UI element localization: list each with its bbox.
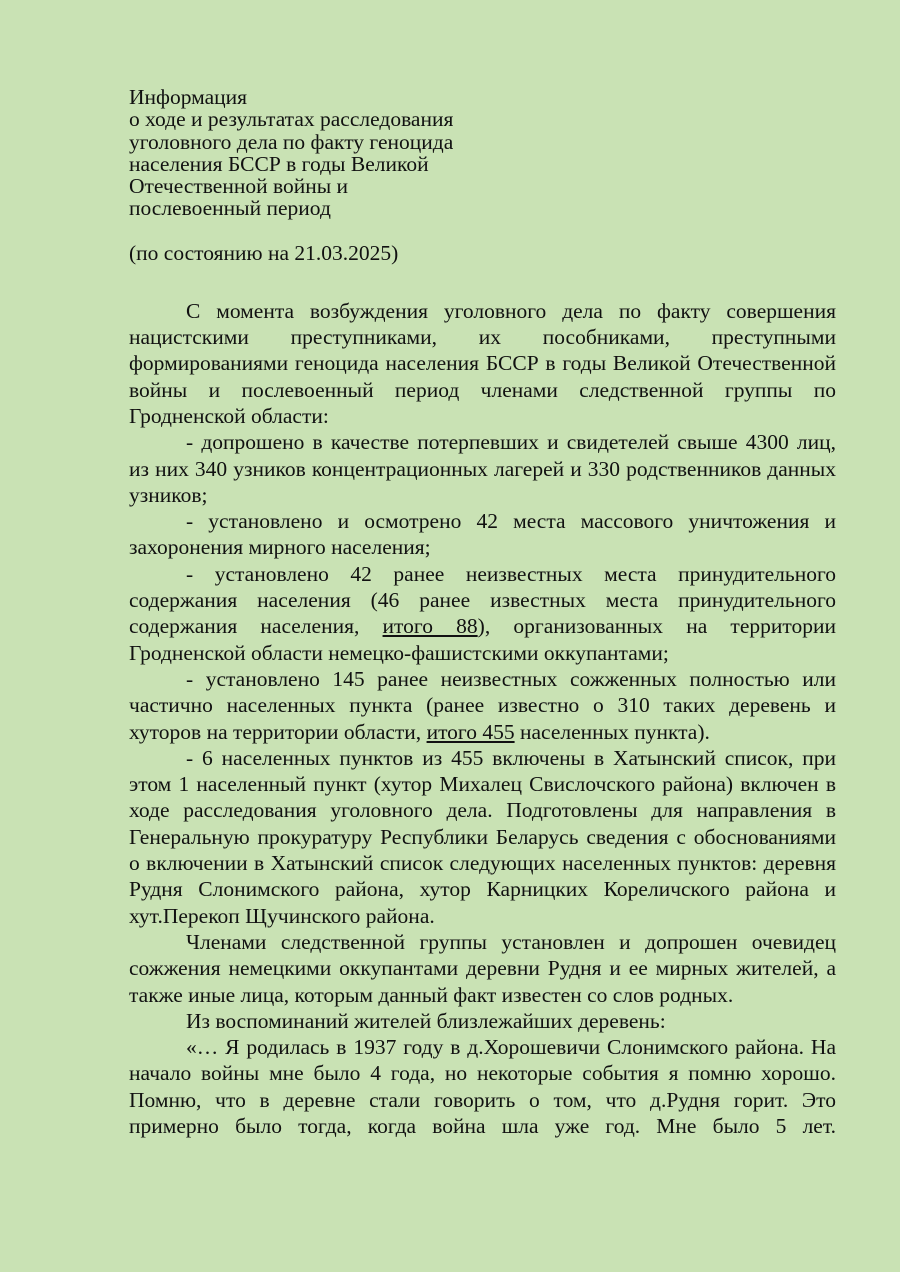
text-segment: населенных пункта). [514,719,710,744]
heading-line: о ходе и результатах расследования [129,107,454,132]
list-item-detention-places [129,561,836,666]
underlined-total: итого 455 [426,719,515,744]
witness-paragraph: Членами следственной группы установлен и допрошен очевидец сожжения немецкими оккупантами деревни Рудня и ее мирных жителей, а также иные лица, которым данный факт известен со слов родных. [129,929,836,1007]
list-item-questioned: - допрошено в качестве потерпевших и свидетелей свыше 4300 лиц, из них 340 узников концентрационных лагерей и 330 родственников данных узников; [129,430,836,507]
heading-line: послевоенный период [129,196,331,221]
document-body [129,298,836,1140]
text-segment: ), организованных на территории Гродненской области немецко-фашистскими оккупантами; [129,614,837,665]
document-page [129,86,836,1139]
text-segment: - установлено 42 ранее неизвестных места принудительного содержания населения (46 ранее известных места принудительного содержания населения, [129,561,836,639]
heading-line: населения БССР в годы Великой [129,151,429,176]
intro-paragraph: С момента возбуждения уголовного дела по факту совершения нацистскими преступниками, их пособниками, преступными формированиями геноцида населения БССР в годы Великой Отечественной войны и послевоенный период членами следственной группы по Гродненской области: [129,298,836,428]
heading-line: Отечественной войны и [129,174,349,199]
document-heading [129,86,836,220]
underlined-total: итого 88 [382,614,478,639]
list-item-khatyn-list: - 6 населенных пунктов из 455 включены в Хатынский список, при этом 1 населенный пункт (хутор Михалец Свислочского района) включен в ходе расследования уголовного дела. Подготовлены для направления в Генеральную прокуратуру Республики Беларусь сведения с обоснованиями о включении в Хатынский список следующих населенных пунктов: деревня Рудня Слонимского района, хутор Карницких Кореличского района и хут.Перекоп Щучинского района. [129,745,836,928]
heading-line: уголовного дела по факту геноцида [129,129,454,154]
date-line: (по состоянию на 21.03.2025) [129,240,399,265]
list-item-mass-graves: - установлено и осмотрено 42 места массового уничтожения и захоронения мирного населения; [129,509,836,560]
heading-line: Информация [129,85,248,109]
memories-intro-paragraph: Из воспоминаний жителей близлежайших деревень: [186,1008,666,1033]
quote-paragraph: «… Я родилась в 1937 году в д.Хорошевичи Слонимского района. На начало войны мне было 4 года, но некоторые события я помню хорошо. Помню, что в деревне стали говорить о том, что д.Рудня горит. Это примерно было тогда, когда война шла уже год. Мне было 5 лет. [129,1035,836,1138]
list-item-burned-villages [129,666,836,745]
text-segment: - установлено 145 ранее неизвестных сожженных полностью или частично населенных пункта (ранее известно о 310 таких деревень и хуторов на территории области, [129,666,836,744]
